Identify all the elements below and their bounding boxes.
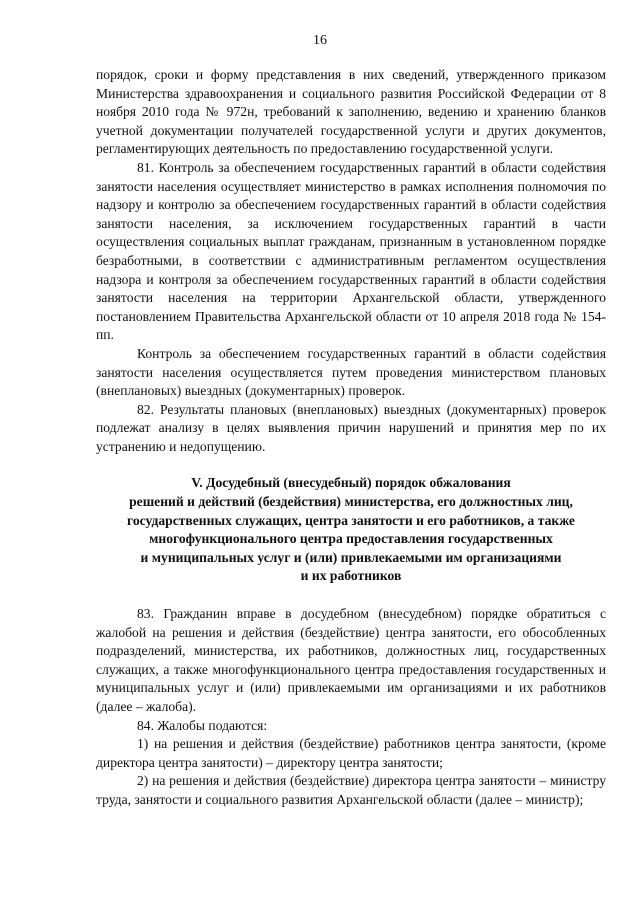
paragraph-continuation: порядок, сроки и форму представления в них сведений, утвержденного приказом Министерства здравоохранения и социального развития Российской Федерации от 8 ноября 2010 года № 972н, требований к заполнению, ведению и хранению бланков учетной документации получателей государственной услуги и других документов, регламентирующих деятельность по предоставлению государственной услуги. <box>96 67 606 157</box>
paragraph-83: 83. Гражданин вправе в досудебном (внесудебном) порядке обратиться с жалобой на решения и действия (бездействие) центра занятости, его обособленных подразделений, министерства, их работников, должностных лиц, государственных служащих, а также многофункционального центра предоставления государственных и муниципальных услуг и (или) привлекаемыми им организациями и их работников (далее – жалоба). <box>96 606 606 714</box>
document-body <box>96 66 606 810</box>
paragraph-84: 84. Жалобы подаются: <box>137 717 268 733</box>
paragraph-81: 81. Контроль за обеспечением государственных гарантий в области содействия занятости населения осуществляет министерство в рамках исполнения полномочия по надзору и контролю за обеспечением государственных гарантий в области содействия занятости населения, за исключением государственных гарантий в части осуществления социальных выплат гражданам, признанным в установленном порядке безработными, в соответствии с административным регламентом осуществления надзора и контроля за обеспечением государственных гарантий в области содействия занятости населения на территории Архангельской области, утвержденного постановлением Правительства Архангельской области от 10 апреля 2018 года № 154-пп. <box>96 159 606 343</box>
page-number: 16 <box>313 33 327 48</box>
heading-line: многофункционального центра предоставления государственных <box>149 531 553 547</box>
heading-line: и муниципальных услуг и (или) привлекаемыми им организациями <box>140 549 562 565</box>
paragraph-84-item-1: 1) на решения и действия (бездействие) работников центра занятости, (кроме директора центра занятости) – директору центра занятости; <box>96 736 606 770</box>
spacer <box>96 586 606 605</box>
paragraph-84-item-2: 2) на решения и действия (бездействие) директора центра занятости – министру труда, занятости и социального развития Архангельской области (далее – министр); <box>96 773 606 807</box>
spacer <box>96 456 606 474</box>
heading-line: государственных служащих, центра занятости и его работников, а также <box>127 512 575 528</box>
paragraph-81-control: Контроль за обеспечением государственных гарантий в области содействия занятости населения осуществляется путем проведения министерством плановых (внеплановых) выездных (документарных) проверок. <box>96 345 606 399</box>
paragraph-82: 82. Результаты плановых (внеплановых) выездных (документарных) проверок подлежат анализу в целях выявления причин нарушений и принятия мер по их устранению и недопущению. <box>96 401 606 454</box>
heading-line: и их работников <box>300 568 402 584</box>
heading-line: V. Досудебный (внесудебный) порядок обжалования <box>191 475 511 491</box>
section-heading-v <box>96 474 606 586</box>
heading-line: решений и действий (бездействия) министерства, его должностных лиц, <box>129 494 573 510</box>
